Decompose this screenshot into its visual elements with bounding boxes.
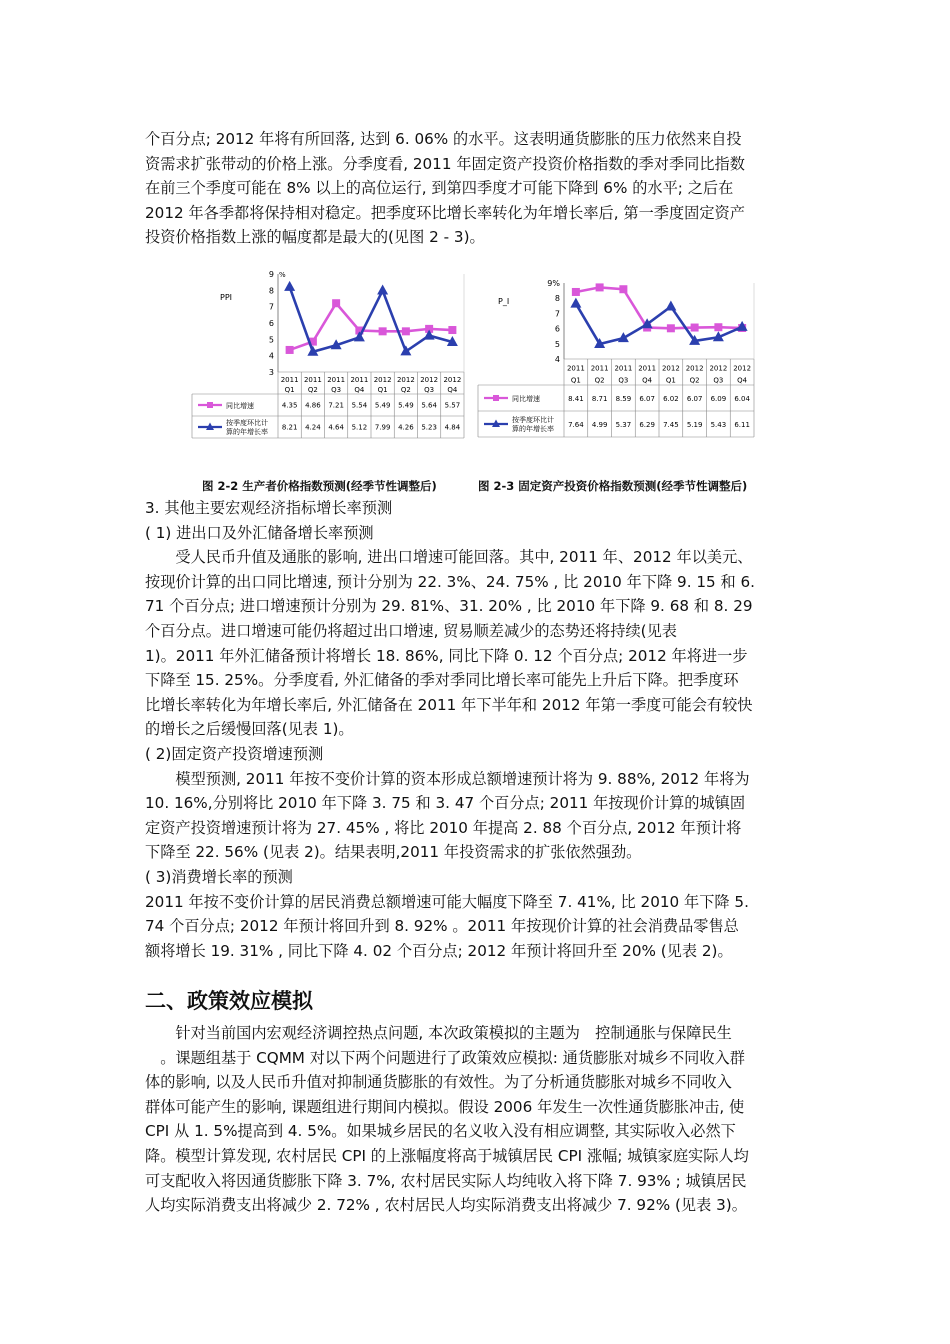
y-tick-label: 5 [268, 335, 274, 345]
legend-label: 同比增速 [226, 402, 254, 410]
y-tick-label: 9% [547, 279, 560, 288]
legend-swatch-marker [493, 395, 499, 401]
data-label: 8.21 [281, 423, 298, 432]
y-tick-label: 8 [268, 286, 274, 296]
text-line: 资需求扩张带动的价格上涨。分季度看, 2011 年固定资产投资价格指数的季对季同比指数 [145, 154, 745, 173]
chart-pi [476, 250, 758, 446]
y-tick-label: 3 [268, 368, 274, 377]
data-label: 5.43 [710, 421, 727, 430]
x-tick-year: 2011 [280, 375, 299, 384]
x-tick-year: 2012 [709, 364, 728, 373]
x-tick-year: 2012 [443, 375, 462, 384]
x-tick-year: 2011 [590, 364, 609, 373]
text-line: 。课题组基于 CQMM 对以下两个问题进行了政策效应模拟: 通货膨胀对城乡不同收入群 [145, 1048, 745, 1067]
data-label: 6.07 [686, 395, 703, 404]
text-line: 2012 年各季都将保持相对稳定。把季度环比增长率转化为年增长率后, 第一季度固定资产 [145, 203, 745, 222]
data-label: 6.02 [663, 395, 679, 404]
section-forecast-body [145, 496, 809, 963]
text-line: 比增长率转化为年增长率后, 外汇储备在 2011 年下半年和 2012 年第一季度可能会有较快 [145, 695, 753, 714]
text-line: 投资价格指数上涨的幅度都是最大的(见图 2 - 3)。 [145, 228, 485, 247]
text-line: 个百分点。进口增速可能仍将超过出口增速, 贸易顺差减少的态势还将持续(见表 [145, 621, 677, 640]
x-tick-quarter: Q2 [307, 385, 318, 394]
y-tick-label: 9 [268, 270, 274, 279]
text-line: 3. 其他主要宏观经济指标增长率预测 [145, 499, 393, 517]
data-label: 7.45 [663, 421, 679, 430]
data-label: 7.64 [568, 421, 584, 430]
data-label: 5.54 [351, 401, 368, 410]
x-tick-year: 2011 [566, 364, 585, 373]
data-label: 4.84 [444, 423, 461, 432]
x-tick-quarter: Q1 [284, 385, 295, 394]
text-line: 个百分点; 2012 年将有所回落, 达到 6. 06% 的水平。这表明通货膨胀的压力依然来自投 [145, 130, 742, 148]
y-tick-label: 4 [554, 355, 560, 364]
data-label: 5.49 [374, 401, 391, 410]
data-label: 5.37 [615, 421, 632, 430]
paragraph-intro [145, 127, 809, 250]
data-label: 6.07 [639, 395, 655, 404]
text-line: 按现价计算的出口同比增速, 预计分别为 22. 3%、24. 75% , 比 2010 年下降 9. 15 和 6. [145, 572, 756, 591]
y-tick-label: 6 [268, 319, 274, 328]
data-point-triangle [400, 345, 411, 355]
text-line: ( 2)固定资产投资增速预测 [145, 744, 324, 763]
section-policy-body [145, 1021, 809, 1218]
data-point-square [691, 324, 699, 332]
x-tick-quarter: Q1 [570, 376, 581, 385]
legend-label: 按季度环比计 [226, 419, 268, 427]
data-point-triangle [284, 281, 295, 291]
text-line: 可支配收入将因通货膨胀下降 3. 7%, 农村居民实际人均纯收入将下降 7. 93% ; 城镇居民 [145, 1171, 747, 1190]
x-tick-year: 2012 [396, 375, 415, 384]
x-tick-year: 2011 [303, 375, 322, 384]
data-point-square [448, 326, 456, 334]
data-label: 4.26 [398, 423, 414, 432]
data-label: 6.09 [710, 395, 727, 404]
data-point-square [714, 323, 722, 331]
data-point-triangle [570, 298, 581, 308]
x-tick-quarter: Q2 [689, 376, 700, 385]
text-line: 降。模型计算发现, 农村居民 CPI 的上涨幅度将高于城镇居民 CPI 涨幅; 城镇家庭实际人均 [145, 1146, 749, 1165]
x-tick-year: 2011 [327, 375, 346, 384]
data-label: 8.71 [591, 395, 608, 404]
data-label: 7.99 [374, 423, 391, 432]
data-label: 8.59 [615, 395, 632, 404]
data-label: 4.99 [591, 421, 608, 430]
x-tick-year: 2011 [614, 364, 633, 373]
y-tick-label: 4 [268, 351, 274, 361]
x-tick-quarter: Q4 [737, 376, 748, 385]
data-label: 4.64 [328, 423, 344, 432]
figure-caption-2-3: 图 2-3 固定资产投资价格指数预测(经季节性调整后) [478, 479, 748, 493]
data-label: 5.23 [421, 423, 437, 432]
x-tick-year: 2012 [373, 375, 392, 384]
legend-swatch-marker [207, 402, 213, 408]
text-line: 人均实际消费支出将减少 2. 72% , 农村居民人均实际消费支出将减少 7. 92% (见表 3)。 [145, 1196, 747, 1215]
x-tick-quarter: Q3 [424, 385, 435, 394]
x-tick-year: 2011 [350, 375, 369, 384]
text-line: ( 3)消费增长率的预测 [145, 867, 293, 886]
data-label: 7.21 [328, 401, 344, 410]
data-label: 8.41 [568, 395, 584, 404]
y-tick-label: 8 [554, 294, 560, 304]
x-tick-year: 2012 [733, 364, 752, 373]
chart-ppi [190, 266, 468, 446]
text-line: 1)。2011 年外汇储备预计将增长 18. 86%, 同比下降 0. 12 个百分点; 2012 年将进一步 [145, 646, 748, 665]
text-line: 下降至 22. 56% (见表 2)。结果表明,2011 年投资需求的扩张依然强劲。 [145, 843, 642, 862]
x-tick-quarter: Q2 [594, 376, 605, 385]
text-line: 在前三个季度可能在 8% 以上的高位运行, 到第四季度才可能下降到 6% 的水平; 之后在 [145, 179, 734, 198]
data-point-square [379, 327, 387, 335]
x-tick-quarter: Q1 [665, 376, 676, 385]
data-label: 4.24 [305, 423, 321, 432]
chart-title: P_I [498, 297, 510, 306]
text-line: 额将增长 19. 31% , 同比下降 4. 02 个百分点; 2012 年预计将回升至 20% (见表 2)。 [145, 941, 733, 960]
data-point-square [286, 346, 294, 354]
x-tick-quarter: Q4 [354, 385, 365, 394]
data-point-square [572, 288, 580, 296]
data-point-triangle [665, 301, 676, 311]
x-tick-quarter: Q3 [713, 376, 724, 385]
text-line: 下降至 15. 25%。分季度看, 外汇储备的季对季同比增长率可能先上升后下降。把季度环 [145, 671, 739, 690]
chart-title: PPI [220, 293, 233, 302]
text-line: 定资产投资增速预计将为 27. 45% , 将比 2010 年提高 2. 88 个百分点, 2012 年预计将 [145, 818, 742, 837]
data-label: 5.57 [444, 401, 461, 410]
data-label: 6.04 [734, 395, 750, 404]
x-tick-year: 2012 [420, 375, 439, 384]
data-label: 5.19 [686, 421, 703, 430]
series-line [576, 287, 742, 328]
legend-label: 同比增速 [512, 395, 540, 403]
data-point-square [619, 285, 627, 293]
text-line: 71 个百分点; 进口增速预计分别为 29. 81%、31. 20% , 比 2010 年下降 9. 68 和 8. 29 [145, 597, 753, 616]
text-line: 的增长之后缓慢回落(见表 1)。 [145, 720, 354, 739]
text-line: 模型预测, 2011 年按不变价计算的资本形成总额增速预计将为 9. 88%, 2012 年将为 [145, 769, 750, 788]
text-line: 10. 16%,分别将比 2010 年下降 3. 75 和 3. 47 个百分点; 2011 年按现价计算的城镇固 [145, 794, 746, 813]
data-label: 5.12 [351, 423, 368, 432]
y-tick-label: 5 [554, 339, 560, 349]
data-label: 6.29 [639, 421, 655, 430]
text-line: ( 1) 进出口及外汇储备增长率预测 [145, 523, 374, 542]
y-tick-label: 7 [268, 302, 274, 312]
x-tick-quarter: Q3 [331, 385, 342, 394]
text-line: 74 个百分点; 2012 年预计将回升到 8. 92% 。2011 年按现价计算的社会消费品零售总 [145, 917, 739, 936]
legend-label: 算的年增长率 [512, 425, 554, 433]
y-tick-label: 6 [554, 324, 560, 334]
text-line: CPI 从 1. 5%提高到 4. 5%。如果城乡居民的名义收入没有相应调整, 其实际收入必然下 [145, 1122, 736, 1141]
text-line: 体的影响, 以及人民币升值对抑制通货膨胀的有效性。为了分析通货膨胀对城乡不同收入 [145, 1073, 732, 1092]
data-label: 6.11 [734, 421, 750, 430]
data-point-square [402, 327, 410, 335]
x-tick-year: 2011 [638, 364, 657, 373]
section-heading: 二、政策效应模拟 [145, 989, 313, 1013]
x-tick-quarter: Q2 [400, 385, 411, 394]
data-point-square [332, 299, 340, 307]
data-label: 4.86 [305, 401, 321, 410]
x-tick-quarter: Q4 [447, 385, 458, 394]
text-line: 群体可能产生的影响, 课题组进行期间内模拟。假设 2006 年发生一次性通货膨胀冲击, 使 [145, 1097, 745, 1116]
data-point-square [596, 283, 604, 291]
text-line: 2011 年按不变价计算的居民消费总额增速可能大幅度下降至 7. 41%, 比 2010 年下降 5. [145, 892, 749, 911]
data-label: 5.49 [398, 401, 414, 410]
legend-label: 按季度环比计 [512, 416, 554, 424]
text-line: 针对当前国内宏观经济调控热点问题, 本次政策模拟的主题为 控制通胀与保障民生 [145, 1024, 732, 1042]
y-tick-label: 7 [554, 309, 560, 319]
y-unit-label: % [279, 271, 286, 279]
data-label: 5.64 [421, 401, 437, 410]
data-point-square [667, 324, 675, 332]
x-tick-quarter: Q1 [377, 385, 388, 394]
x-tick-quarter: Q4 [642, 376, 653, 385]
data-point-triangle [377, 284, 388, 294]
text-line: 受人民币升值及通胀的影响, 进出口增速可能回落。其中, 2011 年、2012 年以美元、 [145, 548, 753, 567]
x-tick-year: 2012 [685, 364, 704, 373]
x-tick-quarter: Q3 [618, 376, 629, 385]
x-tick-year: 2012 [661, 364, 680, 373]
data-label: 4.35 [281, 401, 298, 410]
legend-label: 算的年增长率 [226, 428, 268, 436]
figure-caption-2-2: 图 2-2 生产者价格指数预测(经季节性调整后) [202, 479, 437, 493]
